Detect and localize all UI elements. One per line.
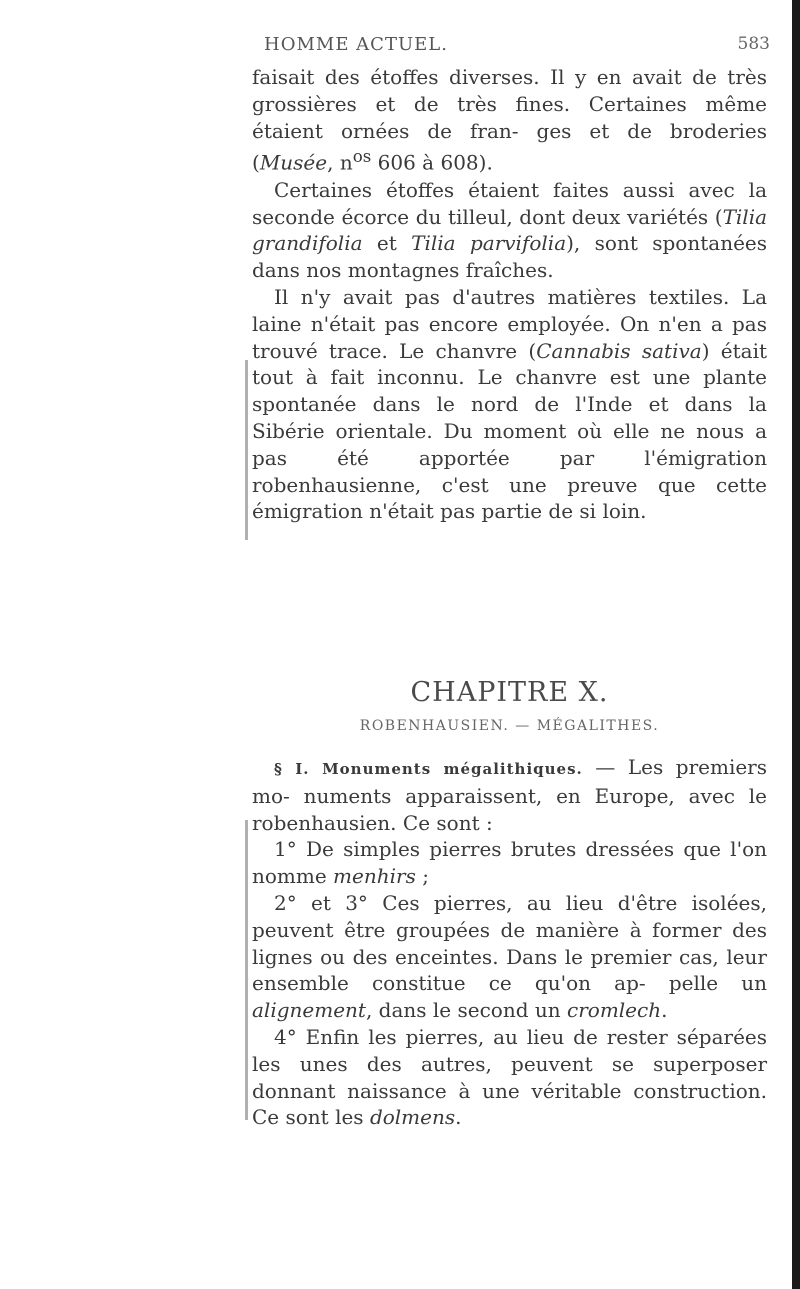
- text-line: groupées de manière à former des lignes ou des enceintes.: [252, 917, 768, 969]
- italic-term: Cannabis sativa: [536, 338, 702, 363]
- text-fragment: et: [362, 231, 397, 256]
- text-line: ges et de broderies (: [252, 118, 768, 176]
- text-block-bottom: [252, 754, 767, 1131]
- list-item-menhirs: [252, 836, 767, 890]
- section-number: § I.: [274, 760, 310, 778]
- running-head: [250, 34, 770, 60]
- section-intro: [252, 754, 767, 836]
- italic-term: menhirs: [333, 864, 416, 889]
- text-fragment: — Les premiers mo-: [252, 755, 767, 808]
- section-heading: Monuments mégalithiques.: [322, 760, 583, 778]
- italic-term: alignement: [252, 998, 366, 1023]
- text-line: écorce du tilleul, dont deux variétés (: [341, 204, 723, 229]
- text-line: 2° et 3° Ces pierres, au lieu d'être isolées, peuvent être: [252, 890, 767, 942]
- text-fragment: , dans le second un: [365, 998, 568, 1023]
- list-item-dolmens: [252, 1024, 767, 1131]
- text-fragment: ) était tout à fait inconnu. Le: [252, 338, 768, 390]
- text-line: numents apparaissent, en Europe, avec le robenhausien.: [252, 783, 767, 835]
- text-line: dans la Sibérie orientale. Du moment où elle ne nous a: [252, 392, 767, 444]
- italic-term: Tilia grandifolia: [252, 204, 768, 256]
- page-number: 583: [737, 34, 770, 54]
- italic-term: cromlech: [567, 998, 662, 1023]
- list-item-alignements: [252, 890, 767, 1024]
- paragraph-textiles: [252, 284, 767, 525]
- text-line: Le chanvre (: [399, 338, 537, 363]
- text-fragment: ), sont spontanées dans nos montagnes: [252, 231, 768, 283]
- text-line: Ce sont :: [402, 810, 493, 835]
- running-head-title: HOMME ACTUEL.: [264, 34, 448, 55]
- text-line: une véritable construction. Ce sont les: [252, 1078, 767, 1130]
- paragraph-etoffes: [252, 64, 767, 177]
- text-line: faisait des étoffes diverses. Il y en avait de très grossières: [252, 65, 767, 116]
- italic-term: Musée: [259, 151, 328, 176]
- text-fragment: ;: [415, 864, 429, 889]
- margin-shadow: [245, 820, 248, 1120]
- text-line: n'était pas encore employée. On n'en a pas trouvé trace.: [252, 311, 767, 363]
- italic-term: dolmens: [369, 1105, 456, 1130]
- text-fragment: .: [661, 998, 668, 1023]
- superscript: os: [352, 147, 372, 167]
- text-line: Certaines étoffes étaient faites aussi avec la seconde: [252, 177, 767, 229]
- text-line: une preuve que cette émigration n'était pas partie de si: [252, 472, 768, 524]
- text-line: 1° De simples pierres brutes dressées que l'on nomme: [252, 837, 767, 889]
- page-edge: [792, 0, 800, 1289]
- chapter-title: CHAPITRE X.: [410, 677, 609, 708]
- text-line: des autres, peuvent se superposer donnant naissance à: [252, 1051, 768, 1103]
- text-fragment: , n: [327, 151, 353, 176]
- margin-shadow: [245, 360, 248, 540]
- text-line: Il n'y avait pas d'autres matières textiles. La laine: [252, 285, 767, 336]
- text-fragment: .: [455, 1105, 462, 1130]
- text-line: chanvre est une plante spontanée dans le nord de l'Inde et: [252, 365, 767, 417]
- text-line: et de très fines. Certaines même étaient ornées de fran-: [252, 91, 767, 143]
- text-line: loin.: [602, 499, 647, 524]
- text-block-top: [252, 64, 767, 525]
- text-line: pelle un: [668, 971, 768, 996]
- chapter-subtitle: ROBENHAUSIEN. — MÉGALITHES.: [359, 718, 660, 734]
- text-line: 4° Enfin les pierres, au lieu de rester séparées les unes: [252, 1024, 767, 1076]
- text-line: Dans le premier cas, leur ensemble constitue ce qu'on ap-: [252, 944, 767, 996]
- italic-term: Tilia parvifolia: [411, 231, 567, 256]
- paragraph-tilleul: [252, 177, 767, 284]
- text-fragment: 606 à 608).: [371, 151, 493, 176]
- text-line: pas été apportée par l'émigration robenhausienne, c'est: [252, 445, 767, 497]
- text-line: fraîches.: [465, 258, 554, 283]
